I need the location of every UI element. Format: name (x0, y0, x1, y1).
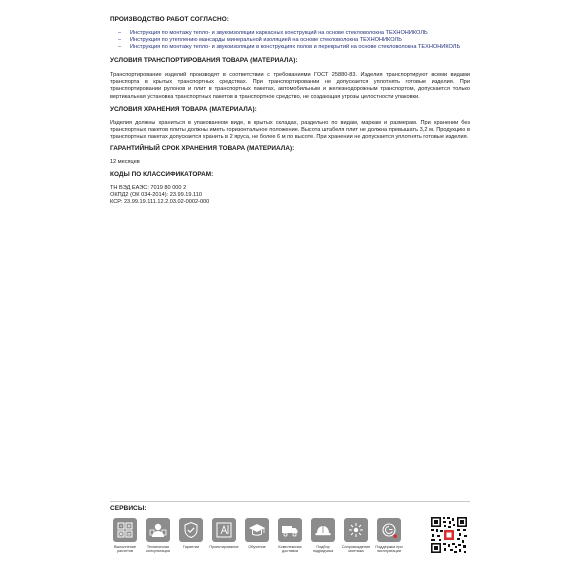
service-label: Подбор подрядчика (312, 545, 334, 554)
section-title-codes: КОДЫ ПО КЛАССИФИКАТОРАМ: (110, 170, 214, 178)
calculator-icon (113, 518, 137, 542)
drafting-icon (212, 518, 236, 542)
instruction-link-item[interactable]: – Инструкция по монтажу тепло- и звукоизоляции в конструкциях полов и перекрытий на основе стекловолокна ТЕХНОНИКОЛЬ (118, 44, 461, 50)
classifier-codes (110, 185, 470, 207)
service-label: Обучение (248, 545, 266, 549)
section-title-storage: УСЛОВИЯ ХРАНЕНИЯ ТОВАРА (МАТЕРИАЛА): (110, 105, 257, 113)
service-installation[interactable] (341, 518, 371, 554)
code-ksr: КСР: 23.99.19.111.12.2.03.02-0002-000 (110, 199, 210, 206)
shield-check-icon (179, 518, 203, 542)
section-title-transport: УСЛОВИЯ ТРАНСПОРТИРОВАНИЯ ТОВАРА (МАТЕРИАЛА): (110, 57, 298, 64)
service-label: Комплексная доставка (278, 545, 302, 554)
instruction-link-1[interactable]: Инструкция по монтажу тепло- и звукоизоляции каркасных конструкций на основе стекловолокна ТЕХНОНИКОЛЬ (130, 30, 428, 36)
services-divider (110, 501, 470, 502)
service-calculations[interactable] (110, 518, 140, 554)
section-title-warranty: ГАРАНТИЙНЫЙ СРОК ХРАНЕНИЯ ТОВАРА (МАТЕРИАЛА): (110, 145, 295, 153)
installation-icon (344, 518, 368, 542)
service-label: Техническая консультация (146, 545, 170, 554)
service-label: Сопровождение монтажа (341, 545, 371, 554)
hard-hat-icon (311, 518, 335, 542)
qr-code-icon[interactable] (430, 516, 468, 554)
services-title: СЕРВИСЫ: (110, 505, 147, 512)
support-icon (377, 518, 401, 542)
service-delivery[interactable] (275, 518, 305, 554)
code-okpd2: ОКПД2 (ОК 034-2014): 23.99.19.110 (110, 191, 202, 198)
service-label: Поддержка при эксплуатации (375, 545, 403, 554)
services-row (110, 518, 430, 558)
service-training[interactable] (242, 518, 272, 549)
storage-text: Изделия должны храниться в упакованном виде, в крытых складах, раздельно по видам, маркам и размерам. При хранении без транспортных пакетов плиты должны иметь горизонтальное положение. Высота штабеля плит не должна превышать 3,2 м. Продукцию в транспортных пакетах допускается хранить в 2 яруса, не более 6 м по высоте. При хранении не допускается уплотнять готовые изделия. (110, 119, 470, 141)
instruction-links (110, 30, 470, 51)
service-consultation[interactable] (143, 518, 173, 554)
instruction-link-3[interactable]: Инструкция по монтажу тепло- и звукоизоляции в конструкциях полов и перекрытий на основе стекловолокна ТЕХНОНИКОЛЬ (130, 44, 461, 50)
instruction-link-2[interactable]: Инструкция по утеплению мансарды минеральной изоляцией на основе стекловолокна ТЕХНОНИКОЛЬ (130, 37, 402, 43)
service-contractor[interactable] (308, 518, 338, 554)
service-design[interactable] (209, 518, 239, 549)
graduation-cap-icon (245, 518, 269, 542)
service-label: Проектирование (209, 545, 239, 549)
service-label: Гарантии (182, 545, 200, 549)
transport-text: Транспортирование изделий производят в соответствии с требованиями ГОСТ 25880-83. Изделия транспортируют всеми видами транспорта в крытых транспортных средствах. При транспортировании не допускается уплотнять готовые изделия. При транспортировании рулонов и плит в транспортных пакетах, автомобильным и железнодорожным транспортом, допускается только вертикальная установка транспортных пакетов в транспортное средство, не создающая угрозы целостности упаковки. (110, 72, 470, 100)
warranty-text: 12 месяцев (110, 159, 140, 166)
instruction-link-item[interactable]: – Инструкция по монтажу тепло- и звукоизоляции каркасных конструкций на основе стекловолокна ТЕХНОНИКОЛЬ (118, 30, 428, 36)
code-tnved: ТН ВЭД ЕАЭС: 7019 80 000 2 (110, 184, 187, 191)
service-guarantees[interactable] (176, 518, 206, 549)
truck-icon (278, 518, 302, 542)
section-title-work: ПРОИЗВОДСТВО РАБОТ СОГЛАСНО: (110, 16, 229, 23)
instruction-link-item[interactable]: – Инструкция по утеплению мансарды минеральной изоляцией на основе стекловолокна ТЕХНОНИКОЛЬ (118, 37, 402, 43)
service-support[interactable] (374, 518, 404, 554)
content (110, 16, 470, 206)
consultant-icon (146, 518, 170, 542)
service-label: Выполнение расчетов (113, 545, 137, 554)
